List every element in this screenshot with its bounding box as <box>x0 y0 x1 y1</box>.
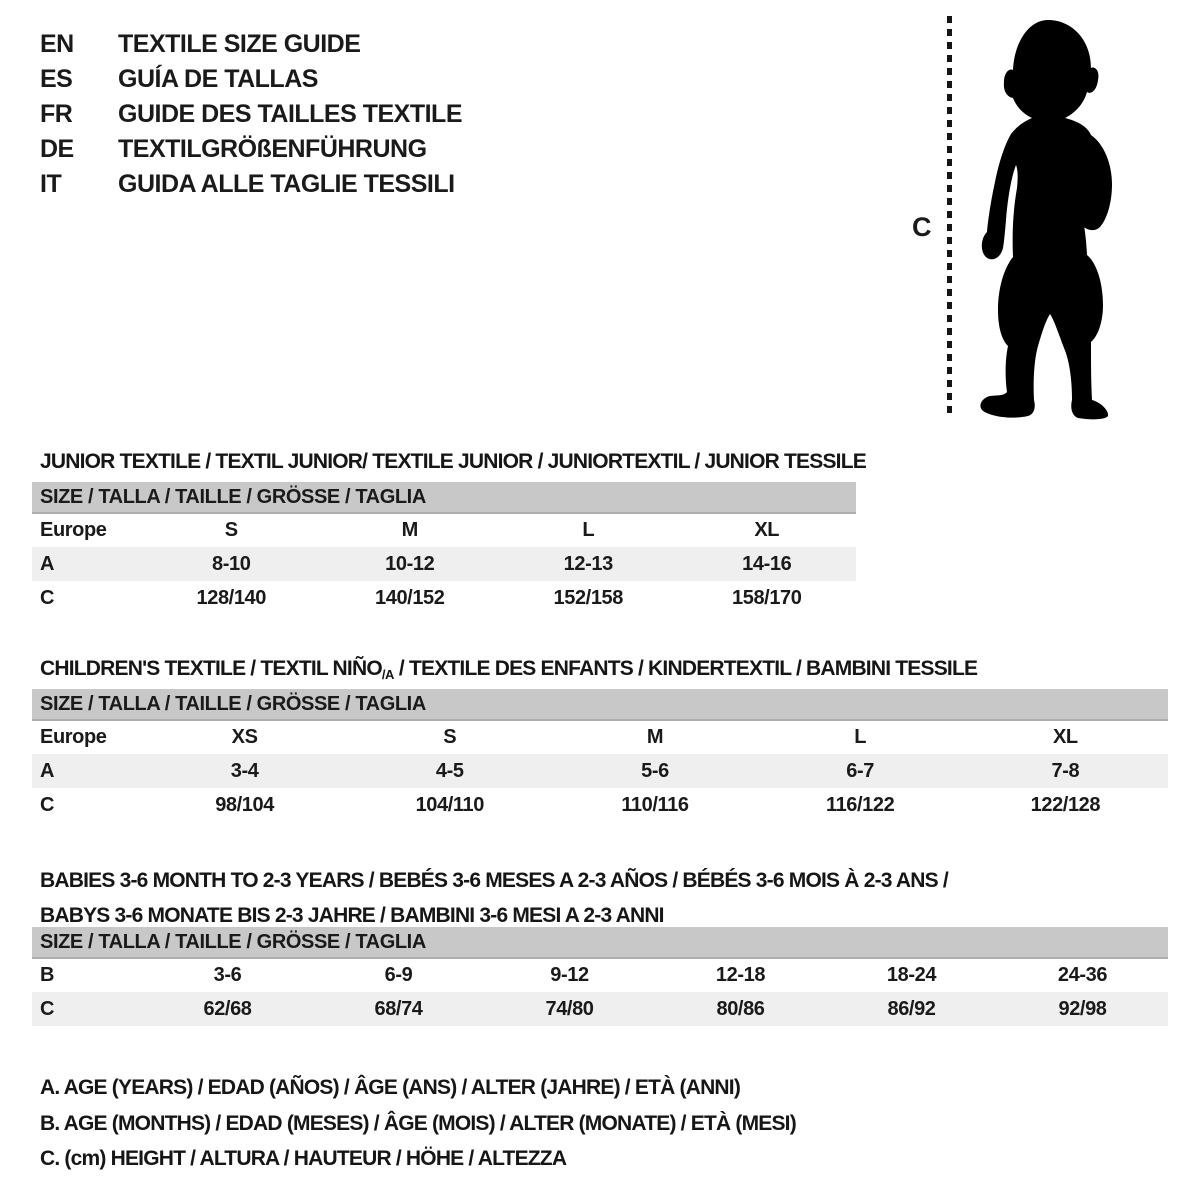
age-cell: 24-36 <box>1057 964 1108 986</box>
babies-size-table <box>32 927 1168 1026</box>
row-label: C <box>32 992 142 1026</box>
language-row-de <box>40 132 462 167</box>
age-cell: 12-13 <box>499 547 678 581</box>
size-cell: S <box>443 726 457 748</box>
size-cell: M <box>646 726 664 748</box>
height-cell: 104/110 <box>415 793 484 816</box>
age-cell: 6-9 <box>384 964 413 986</box>
language-row-fr <box>40 97 462 132</box>
table-row-age-years <box>32 754 1168 788</box>
age-cell: 9-12 <box>550 964 589 986</box>
size-cell: L <box>582 519 595 541</box>
language-row-en <box>40 27 462 62</box>
guide-title-de: TEXTILGRÖßENFÜHRUNG <box>118 135 427 163</box>
table-row-age-months <box>32 958 1168 992</box>
age-cell: 7-8 <box>963 754 1168 788</box>
size-header-cell: SIZE / TALLA / TAILLE / GRÖSSE / TAGLIA <box>32 927 1168 958</box>
junior-size-table <box>32 482 856 615</box>
row-label: Europe <box>40 726 107 748</box>
height-cell: 116/122 <box>825 793 895 816</box>
guide-title-es: GUÍA DE TALLAS <box>118 65 318 93</box>
baby-silhouette-icon <box>960 10 1140 422</box>
legend-line-age-years: A. AGE (YEARS) / EDAD (AÑOS) / ÂGE (ANS) / ALTER (JAHRE) / ETÀ (ANNI) <box>40 1076 741 1099</box>
age-cell: 3-4 <box>142 754 347 788</box>
guide-title-en: TEXTILE SIZE GUIDE <box>118 30 361 58</box>
legend <box>40 1070 796 1177</box>
junior-section-title: JUNIOR TEXTILE / TEXTIL JUNIOR/ TEXTILE JUNIOR / JUNIORTEXTIL / JUNIOR TESSILE <box>40 450 866 474</box>
age-cell: 5-6 <box>552 754 757 788</box>
row-label: B <box>40 964 55 986</box>
size-cell: XS <box>231 726 258 748</box>
size-header-cell: SIZE / TALLA / TAILLE / GRÖSSE / TAGLIA <box>32 689 1168 720</box>
language-title-list <box>40 27 462 202</box>
height-cell: 110/116 <box>621 793 689 816</box>
row-label: A <box>32 547 142 581</box>
language-code: EN <box>40 30 74 58</box>
table-row-europe <box>32 720 1168 754</box>
height-cell: 122/128 <box>1030 793 1101 816</box>
age-cell: 6-7 <box>758 754 963 788</box>
size-cell: S <box>224 519 238 541</box>
children-title-subscript: /A <box>381 667 394 683</box>
language-code: ES <box>40 65 73 93</box>
table-row-height <box>32 581 856 615</box>
children-title-prefix: CHILDREN'S TEXTILE / TEXTIL NIÑO <box>40 657 382 681</box>
age-cell: 14-16 <box>678 547 857 581</box>
babies-title-line2: BABYS 3-6 MONATE BIS 2-3 JAHRE / BAMBINI 3-6 MESI A 2-3 ANNI <box>40 904 664 928</box>
height-cell: 152/158 <box>553 586 623 609</box>
height-cell: 158/170 <box>732 586 802 609</box>
legend-line-height: C. (cm) HEIGHT / ALTURA / HAUTEUR / HÖHE / ALTEZZA <box>40 1147 567 1170</box>
language-code: FR <box>40 100 73 128</box>
row-label: C <box>40 793 55 816</box>
height-cell: 74/80 <box>484 992 655 1026</box>
guide-title-fr: GUIDE DES TAILLES TEXTILE <box>118 100 463 128</box>
age-cell: 10-12 <box>321 547 500 581</box>
table-header-row <box>32 689 1168 720</box>
age-cell: 18-24 <box>886 964 937 986</box>
height-cell: 128/140 <box>196 586 266 609</box>
table-header-row <box>32 482 856 513</box>
language-row-it <box>40 167 462 202</box>
children-size-table <box>32 689 1168 822</box>
size-cell: XL <box>754 519 780 541</box>
size-header-cell: SIZE / TALLA / TAILLE / GRÖSSE / TAGLIA <box>32 482 856 513</box>
height-measure-dotted-line <box>947 16 952 418</box>
language-code: IT <box>40 170 62 198</box>
age-cell: 8-10 <box>142 547 321 581</box>
height-cell: 68/74 <box>313 992 484 1026</box>
age-cell: 4-5 <box>347 754 552 788</box>
row-label: A <box>32 754 142 788</box>
age-cell: 3-6 <box>213 964 242 986</box>
height-cell: 140/152 <box>375 586 445 609</box>
language-code: DE <box>40 135 74 163</box>
height-cell: 92/98 <box>997 992 1168 1026</box>
height-cell: 80/86 <box>655 992 826 1026</box>
size-cell: M <box>401 519 418 541</box>
height-cell: 62/68 <box>142 992 313 1026</box>
height-measure-label: C <box>912 212 932 242</box>
legend-line-age-months: B. AGE (MONTHS) / EDAD (MESES) / ÂGE (MOIS) / ALTER (MONATE) / ETÀ (MESI) <box>40 1111 796 1135</box>
children-title-suffix: / TEXTILE DES ENFANTS / KINDERTEXTIL / BAMBINI TESSILE <box>393 657 978 681</box>
guide-title-it: GUIDA ALLE TAGLIE TESSILI <box>118 170 455 198</box>
table-row-height <box>32 788 1168 822</box>
language-row-es <box>40 62 462 97</box>
table-row-age-years <box>32 547 856 581</box>
age-cell: 12-18 <box>715 964 766 986</box>
table-row-height <box>32 992 1168 1026</box>
row-label: C <box>40 586 55 609</box>
table-row-europe <box>32 513 856 547</box>
babies-title-line1: BABIES 3-6 MONTH TO 2-3 YEARS / BEBÉS 3-6 MESES A 2-3 AÑOS / BÉBÉS 3-6 MOIS À 2-3 ANS / <box>40 869 948 893</box>
size-cell: XL <box>1052 726 1078 748</box>
table-header-row <box>32 927 1168 958</box>
babies-section-title <box>40 863 948 933</box>
size-cell: L <box>854 726 867 748</box>
height-cell: 86/92 <box>826 992 997 1026</box>
row-label: Europe <box>40 519 107 541</box>
children-section-title <box>40 657 977 682</box>
height-cell: 98/104 <box>215 793 274 816</box>
